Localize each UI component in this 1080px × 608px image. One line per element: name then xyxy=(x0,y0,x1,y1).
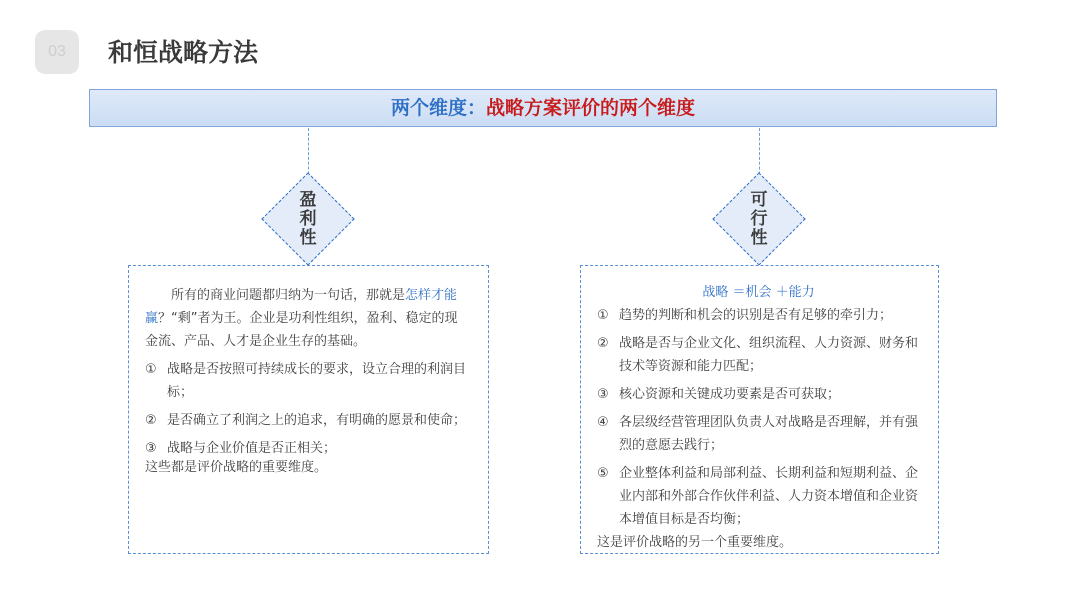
banner-main: 战略方案评价的两个维度 xyxy=(486,97,696,119)
intro-highlight: 怎样才能赢 xyxy=(145,288,458,326)
feasibility-box xyxy=(580,265,939,554)
list-item: ③ 战略与企业价值是否正相关； xyxy=(145,441,337,456)
banner xyxy=(89,89,997,127)
list-item: ① 趋势的判断和机会的识别是否有足够的牵引力； xyxy=(597,308,893,323)
list-item: ① 战略是否按照可持续成长的要求，设立合理的利润目标； xyxy=(145,362,467,400)
page-title: 和恒战略方法 xyxy=(108,38,259,67)
feasibility-footer: 这是评价战略的另一个重要维度。 xyxy=(597,535,793,550)
banner-lead: 两个维度： xyxy=(390,97,486,119)
strategy-formula: 战略 ＝机会 ＋能力 xyxy=(702,285,815,300)
profitability-footer: 这些都是评价战略的重要维度。 xyxy=(145,460,328,475)
list-item: ⑤ 企业整体利益和局部利益、长期利益和短期利益、企业内部和外部合作伙伴利益、人力资本增值和企业资本增值目标是否均衡； xyxy=(597,466,919,527)
list-item: ③ 核心资源和关键成功要素是否可获取； xyxy=(597,387,841,402)
profitability-intro: 所有的商业问题都归纳为一句话，那就是怎样才能赢？“剩”者为王。企业是功利性组织，盈利、稳定的现金流、产品、人才是企业生存的基础。 xyxy=(145,288,458,349)
list-item: ② 战略是否与企业文化、组织流程、人力资源、财务和技术等资源和能力匹配； xyxy=(597,336,919,374)
list-item: ② 是否确立了利润之上的追求，有明确的愿景和使命； xyxy=(145,413,467,428)
feasibility-label: 可 行 性 xyxy=(750,190,768,248)
profitability-box xyxy=(128,265,489,554)
profitability-label: 盈 利 性 xyxy=(299,190,317,248)
list-item: ④ 各层级经营管理团队负责人对战略是否理解，并有强烈的意愿去践行； xyxy=(597,415,919,453)
slide-number-badge: 03 xyxy=(35,30,79,74)
